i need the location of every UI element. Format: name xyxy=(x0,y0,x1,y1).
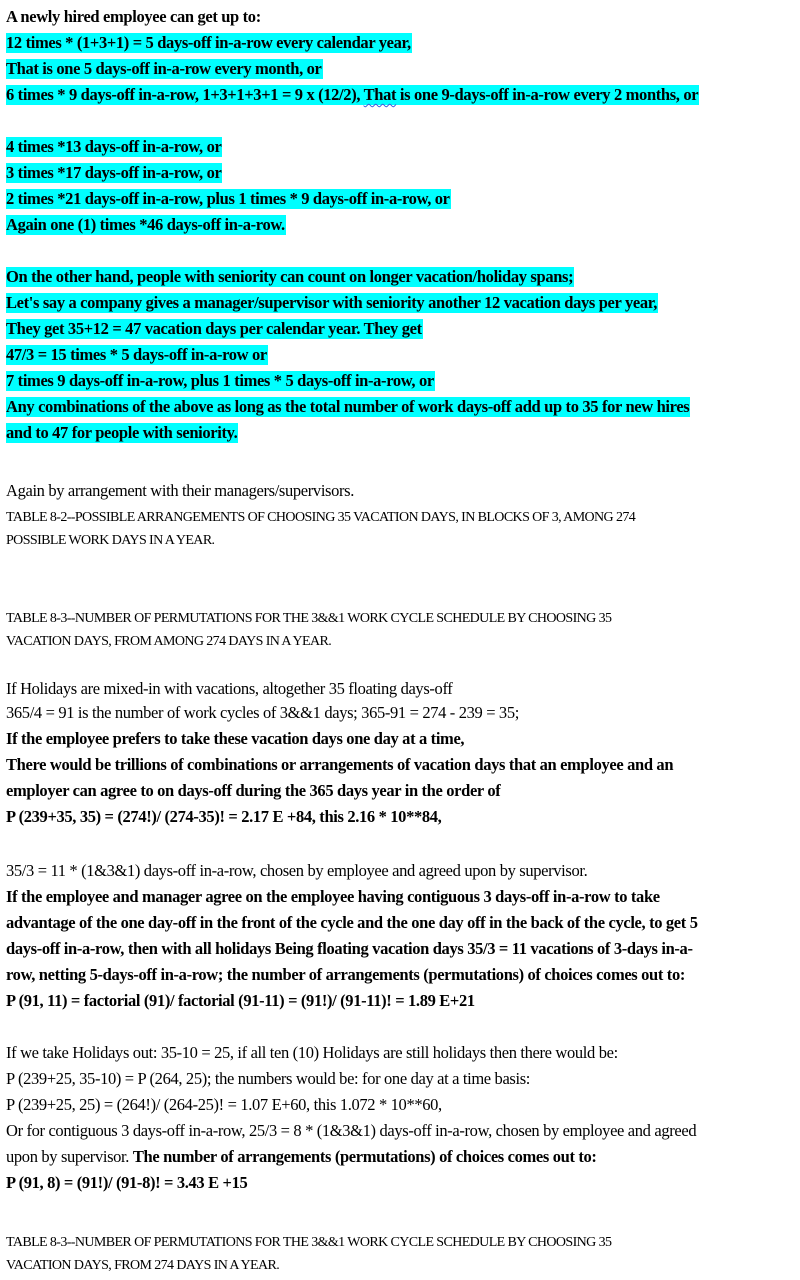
bold-text-segment: The number of arrangements (permutations) of choices comes out to: xyxy=(132,1147,597,1166)
section3-line-3: P (239+25, 25) = (264!)/ (264-25)! = 1.07 E+60, this 1.072 * 10**60, xyxy=(6,1095,442,1114)
block2-line-2 xyxy=(6,162,222,184)
section1-line-1: If Holidays are mixed-in with vacations, altogether 35 floating days-off xyxy=(6,679,453,698)
intro-line xyxy=(6,6,261,28)
table-8-3-caption-line-2: VACATION DAYS, FROM AMONG 274 DAYS IN A YEAR. xyxy=(6,634,332,649)
section1-formula: P (239+35, 35) = (274!)/ (274-35)! = 2.17 E +84, this 2.16 * 10**84, xyxy=(6,807,442,826)
table-8-3-caption-line-1: TABLE 8-3--NUMBER OF PERMUTATIONS FOR THE 3&&1 WORK CYCLE SCHEDULE BY CHOOSING 35 xyxy=(6,611,612,626)
block2-line-4 xyxy=(6,214,286,236)
block3-line-7 xyxy=(6,422,238,444)
section2-bold-line-4: row, netting 5-days-off in-a-row; the number of arrangements (permutations) of choices comes out to: xyxy=(6,965,685,984)
highlighted-text: They get 35+12 = 47 vacation days per calendar year. They get xyxy=(6,319,422,338)
section3-formula: P (91, 8) = (91!)/ (91-8)! = 3.43 E +15 xyxy=(6,1173,248,1192)
highlighted-text: That is one 5 days-off in-a-row every month, or xyxy=(6,59,322,78)
section1-bold-line-1: If the employee prefers to take these vacation days one day at a time, xyxy=(6,729,465,748)
text-segment: is one 9-days-off in-a-row every 2 months, or xyxy=(396,85,699,104)
highlighted-text: 4 times *13 days-off in-a-row, or xyxy=(6,137,222,156)
section3-line-2: P (239+25, 35-10) = P (264, 25); the numbers would be: for one day at a time basis: xyxy=(6,1069,531,1088)
block3-line-2 xyxy=(6,292,658,314)
highlighted-text: Again one (1) times *46 days-off in-a-row. xyxy=(6,215,285,234)
section3-line-1: If we take Holidays out: 35-10 = 25, if all ten (10) Holidays are still holidays then there would be: xyxy=(6,1043,618,1062)
block2-line-1 xyxy=(6,136,222,158)
block3-line-4 xyxy=(6,344,268,366)
highlighted-text: On the other hand, people with seniority can count on longer vacation/holiday spans; xyxy=(6,267,574,286)
section1-bold-line-2: There would be trillions of combinations or arrangements of vacation days that an employee and an xyxy=(6,755,674,774)
block1-line-1 xyxy=(6,32,412,54)
section2-bold-line-2: advantage of the one day-off in the front of the cycle and the one day off in the back of the cycle, to get 5 xyxy=(6,913,698,932)
table-8-2-caption-line-2: POSSIBLE WORK DAYS IN A YEAR. xyxy=(6,533,215,548)
section2-bold-line-3: days-off in-a-row, then with all holidays Being floating vacation days 35/3 = 11 vacations of 3-days in-a- xyxy=(6,939,693,958)
highlighted-text: 3 times *17 days-off in-a-row, or xyxy=(6,163,222,182)
section2-bold-line-1: If the employee and manager agree on the employee having contiguous 3 days-off in-a-row to take xyxy=(6,887,660,906)
section1-bold-line-3: employer can agree to on days-off during the 365 days year in the order of xyxy=(6,781,501,800)
highlighted-text: 2 times *21 days-off in-a-row, plus 1 times * 9 days-off in-a-row, or xyxy=(6,189,450,208)
highlighted-text xyxy=(6,85,699,105)
section2-line-1: 35/3 = 11 * (1&3&1) days-off in-a-row, chosen by employee and agreed upon by supervisor. xyxy=(6,861,588,880)
block3-line-6 xyxy=(6,396,690,418)
highlighted-text: and to 47 for people with seniority. xyxy=(6,423,238,442)
block1-line-3 xyxy=(6,84,699,106)
text-segment: 6 times * 9 days-off in-a-row, 1+3+1+3+1 = 9 x (12/2), xyxy=(6,85,364,104)
table-8-3b-caption-line-1: TABLE 8-3--NUMBER OF PERMUTATIONS FOR THE 3&&1 WORK CYCLE SCHEDULE BY CHOOSING 35 xyxy=(6,1235,612,1250)
again-line: Again by arrangement with their managers/supervisors. xyxy=(6,481,355,500)
highlighted-text: 47/3 = 15 times * 5 days-off in-a-row or xyxy=(6,345,267,364)
block1-line-2 xyxy=(6,58,323,80)
table-8-3b-caption-line-2: VACATION DAYS, FROM 274 DAYS IN A YEAR. xyxy=(6,1258,280,1273)
table-8-2-caption-line-1: TABLE 8-2--POSSIBLE ARRANGEMENTS OF CHOOSING 35 VACATION DAYS, IN BLOCKS OF 3, AMONG 274 xyxy=(6,510,636,525)
highlighted-text: Let's say a company gives a manager/supervisor with seniority another 12 vacation days per year, xyxy=(6,293,657,312)
highlighted-text: Any combinations of the above as long as the total number of work days-off add up to 35 for new hires xyxy=(6,397,690,416)
highlighted-text: 12 times * (1+3+1) = 5 days-off in-a-row every calendar year, xyxy=(6,33,411,52)
section2-formula: P (91, 11) = factorial (91)/ factorial (91-11) = (91!)/ (91-11)! = 1.89 E+21 xyxy=(6,991,475,1010)
spellcheck-underlined-word[interactable]: That xyxy=(363,85,397,104)
section3-line-4: Or for contiguous 3 days-off in-a-row, 25/3 = 8 * (1&3&1) days-off in-a-row, chosen by employee and agreed xyxy=(6,1121,697,1140)
block3-line-5 xyxy=(6,370,435,392)
highlighted-text: 7 times 9 days-off in-a-row, plus 1 times * 5 days-off in-a-row, or xyxy=(6,371,434,390)
intro-text: A newly hired employee can get up to: xyxy=(6,7,261,26)
section1-line-2: 365/4 = 91 is the number of work cycles of 3&&1 days; 365-91 = 274 - 239 = 35; xyxy=(6,703,519,722)
block3-line-1 xyxy=(6,266,574,288)
block2-line-3 xyxy=(6,188,451,210)
section3-line-5 xyxy=(6,1146,597,1168)
text-segment: upon by supervisor. xyxy=(6,1147,133,1166)
block3-line-3 xyxy=(6,318,423,340)
